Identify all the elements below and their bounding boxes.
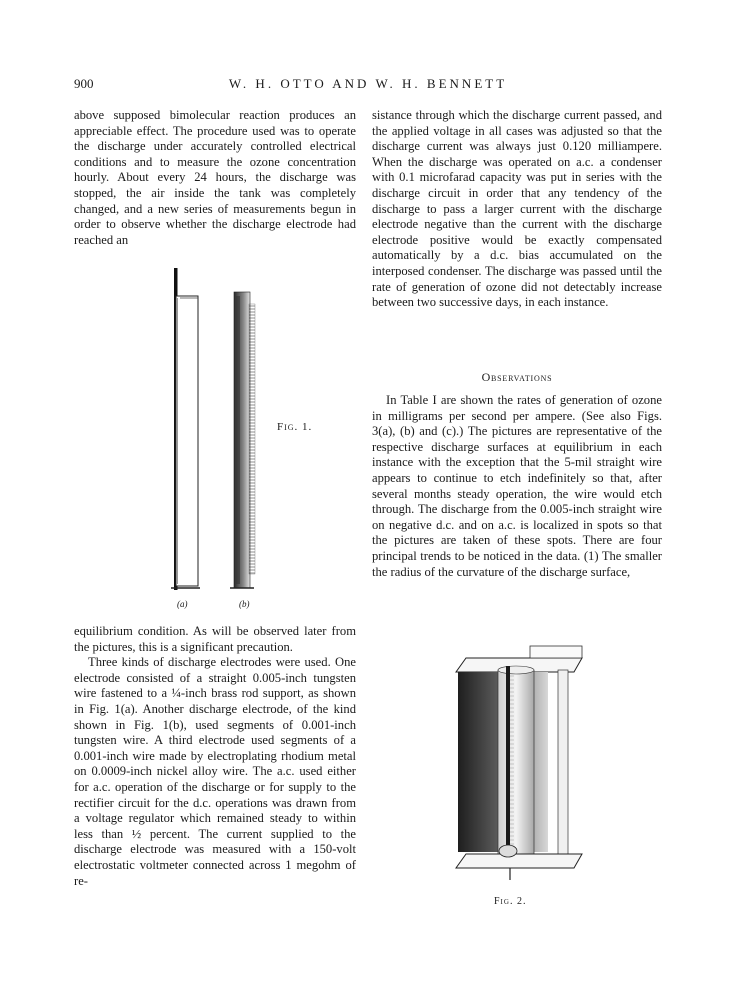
- figure-1-electrodes: [170, 262, 270, 600]
- right-column-top: [372, 108, 662, 311]
- electrode-b-drawing: [230, 292, 255, 588]
- paragraph: In Table I are shown the rates of generation of ozone in milligrams per second per ampere. (See also Figs. 3(a), (b) and (c).) The pictures are representative of the respective discharge surfaces at equilibrium in each instance with the exception that the 5-mil straight wire appears to continue to etch indefinitely so that, after several months steady operation, the wire would etch through. The discharge from the 0.005-inch straight wire on negative d.c. and on a.c. is localized in spots so that the pictures are taken of these spots. There are four principal trends to be noticed in the data. (1) The smaller the radius of the curvature of the discharge surface,: [372, 393, 662, 579]
- paragraph: sistance through which the discharge current passed, and the applied voltage in all cases was adjusted so that the discharge current was always just 0.120 milliampere. When the discharge was operated on a.c. a condenser with 0.1 microfarad capacity was put in series with the discharge circuit in order that any tendency of the discharge to pass a larger current with the discharge electrode negative than the current with the discharge electrode positive would be exactly compensated automatically by a d.c. bias accumulated on the interposed condenser. The discharge was passed until the rate of generation of ozone did not detectably increase between two successive days, in each instance.: [372, 108, 662, 310]
- paragraph: equilibrium condition. As will be observed later from the pictures, this is a significant precaution.: [74, 624, 356, 654]
- figure-1-label-a: (a): [177, 599, 188, 609]
- paragraph: Three kinds of discharge electrodes were used. One electrode consisted of a straight 0.005-inch tungsten wire fastened to a ¼-inch brass rod support, as shown in Fig. 1(a). Another discharge electrode, of the kind shown in Fig. 1(b), used segments of 0.001-inch tungsten wire. A third electrode used segments of a 0.001-inch wire made by electroplating rhodium metal on 0.0009-inch nickel alloy wire. The a.c. used either for a.c. operation of the discharge or for supply to the rectifier circuit for the d.c. operations was drawn from a voltage regulator which remained steady to within less than ½ percent. The current supplied to the discharge electrode was measured with a 150-volt electrostatic voltmeter connected across 1 megohm of re-: [74, 655, 356, 888]
- left-column-top: [74, 108, 356, 248]
- right-column-observations: [372, 393, 662, 580]
- figure-1-label-b: (b): [239, 599, 250, 609]
- page-number: 900: [74, 76, 94, 91]
- running-header: [74, 76, 662, 94]
- electrode-a-drawing: [171, 268, 200, 590]
- figure-1-caption: Fig. 1.: [277, 421, 313, 433]
- section-heading-observations: Observations: [481, 370, 553, 384]
- author-header: W. H. OTTO AND W. H. BENNETT: [228, 76, 508, 91]
- left-column-bottom: [74, 624, 356, 889]
- figure-2-apparatus: [452, 636, 592, 882]
- figure-2-caption: Fig. 2.: [494, 896, 527, 907]
- paragraph: above supposed bimolecular reaction produces an appreciable effect. The procedure used was to operate the discharge under accurately controlled electrical conditions and to measure the ozone concentration hourly. About every 24 hours, the discharge was stopped, the air inside the tank was completely changed, and a new series of measurements begun in order to observe whether the discharge electrode had reached an: [74, 108, 356, 247]
